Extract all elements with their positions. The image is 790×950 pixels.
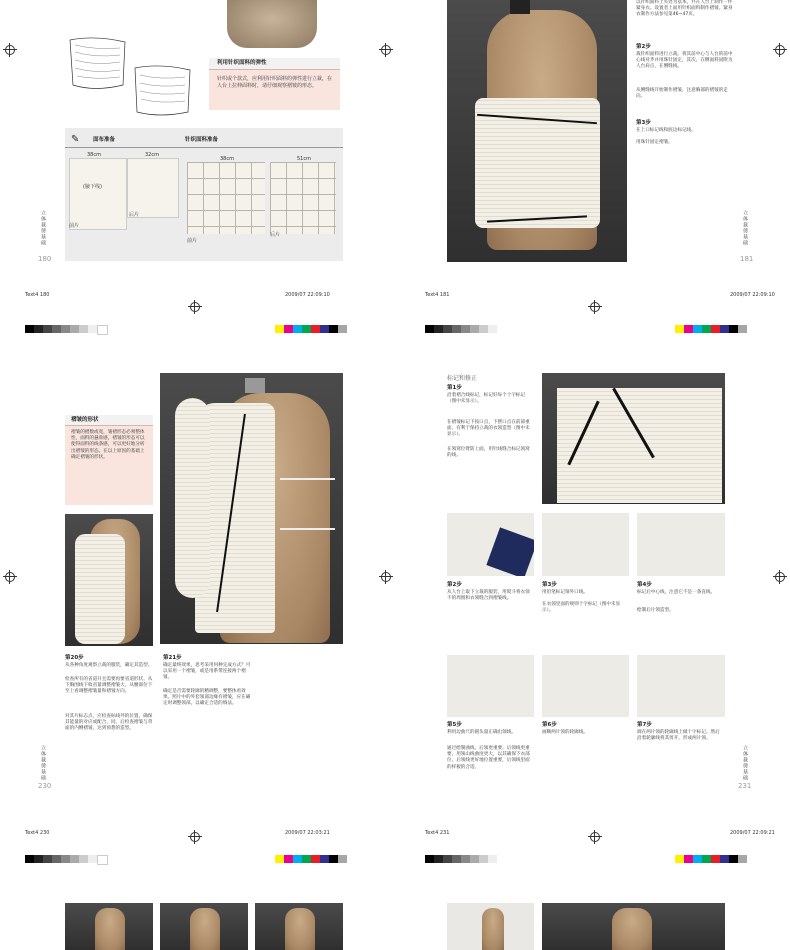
knit-tip-text: 针织或个款式，应利用针织面料的弹性进行立裁，在人台上拉伸面料时，请仔细观察褶皱的形态。 [217,76,333,89]
step-heading: 第1步 [447,385,462,391]
page-number: 230 [38,782,52,790]
step-heading: 第6步 [542,722,557,728]
gray-swatches [425,325,497,333]
page-number: 181 [740,255,754,263]
step-text: 标记后中心线，注意它不是一条直线。 [637,590,716,595]
step-text: 在衣领里面的规则十字标记（图中未显示）。 [542,602,621,614]
registration-mark [773,570,787,584]
photo-draped-bodice [447,0,627,262]
pencil-icon: ✎ [71,134,80,145]
sleeve-tip-box [65,415,153,505]
proof-date: 2009/07 22:09:10 [730,292,775,298]
step-heading: 第20步 [65,655,84,661]
note-label: 后片 [129,212,140,218]
dim-label: 32cm [145,152,159,158]
photo-step2 [447,513,534,576]
step-heading: 第3步 [542,582,557,588]
knit-back [270,162,336,234]
step-heading: 第3步 [636,120,651,126]
note-label: 前片 [69,223,80,229]
registration-mark [379,43,393,57]
step-heading: 第7步 [637,722,652,728]
side-tab: 立体裁剪基础 [40,210,46,246]
step-heading: 第4步 [637,582,652,588]
sleeve-tip-title: 褶皱的形状 [65,415,153,426]
color-swatches [275,325,347,333]
dim-label: 38cm [87,152,101,158]
dim-label: 38cm [220,156,234,162]
muslin-front [69,158,127,230]
gray-swatches [425,855,497,863]
photo-bottom-2 [160,903,248,950]
photo-bottom-1 [65,903,153,950]
step-text: 从各种角度观察立裁的服装，确定其造型。 [65,663,153,668]
step-text: 画顺两片领的轮廓线。 [542,730,588,735]
step-text: 从人台上取下立裁的服装，用熨斗将衣领不的周围和衣领缝合到褶皱线。 [447,590,530,602]
photo-model-knit-dress [207,0,343,50]
step-text: 在上口标记线和底边标记线。 [636,128,696,133]
step-text: 确定是否需要轮廓的精调整，要整体看效果。照片中的外套领部边缘有褶皱，应在确定时调整领部，以确定合适的绱法。 [163,689,251,707]
step-text: 通过绘制曲线，后领更重要。后领线更重要，用领山线曲度更大，以其确保下衣部位，后领线更好地位置重要，后领线里面的样板的合适。 [447,746,530,770]
note-label: (腋下线) [83,184,102,190]
proof-code: Text4 231 [425,830,450,836]
step-text: 检查所有的省道开且需要再要省道形状。从下胸围线下收省量调整褶皱大，从腰部位下至上看调整褶皱量和褶皱方向。 [65,677,153,695]
photo-jacket-front [160,373,343,644]
proof-code: Text4 181 [425,292,450,298]
gray-swatches [25,325,108,333]
side-tab: 立体裁剪基础 [742,745,748,781]
color-swatches [675,855,747,863]
step-text: 用铅笔标记领外口线。 [542,590,588,595]
proof-date: 2009/07 22:09:10 [285,292,330,298]
dim-label: 51cm [297,156,311,162]
registration-mark [588,300,602,314]
color-swatches [675,325,747,333]
step-text: 对其片标志点，应检查标线外的位置，确保其能量的对应或配合，同，后检查褶皱与背面的内侧褶皱，达到预想的造型。 [65,714,153,732]
registration-mark [188,300,202,314]
step-text: 从侧缝线开始制作褶皱，注意胸部的褶皱的走向。 [636,88,728,100]
photo-step6 [542,655,629,717]
photo-bottom-4 [447,903,534,950]
knit-tip-box [209,58,340,110]
registration-mark [588,830,602,844]
registration-mark [379,570,393,584]
step-text: 沿着褶合线标记，标记好每个十字标记（图中未显示）。 [447,393,526,405]
proof-code: Text4 230 [25,830,50,836]
step-heading: 第2步 [447,582,462,588]
step-text: 在领窝位臂防上面，用针线缝合标记领窝的线。 [447,447,530,459]
fabric-prep-panel [65,128,343,261]
step-text: 在褶皱标记下按口点，下摆口点在前部重面，有利于保持立裁的衣领造型（图中未显示）。 [447,420,530,438]
step-heading: 第2步 [636,44,651,50]
prep-label: 面布准备 [93,137,116,143]
registration-mark [188,830,202,844]
step-text: 裁针织面料进行立裁。将其前中心与人台的前中心线对齐并用珠针固定，其次，在侧面料固附为人台肩点，在侧缝线。 [636,52,733,70]
proof-date: 2009/07 22:09:21 [730,830,775,836]
step-heading: 第21步 [163,655,182,661]
color-swatches [275,855,347,863]
fabric-label: 针织面料准备 [185,137,219,143]
photo-step3 [542,513,629,576]
step-text: 绘制后片领造型。 [637,608,674,613]
muslin-back [127,158,179,218]
proof-date: 2009/07 22:03:21 [285,830,330,836]
proof-code: Text4 180 [25,292,50,298]
registration-mark [773,43,787,57]
photo-step4 [637,513,725,576]
page-number: 180 [38,255,52,263]
photo-collar-marking [542,373,725,504]
section-title: 标记和修正 [447,375,478,382]
step-text: 以针织面料上夹处为基本，共在人台上制作一件紧身衣。设置者上面用针织面料制作褶皱。紧身衣制作方法参见第46~47页。 [636,0,733,18]
knit-tip-title: 利用针织面料的弹性 [209,58,340,70]
gray-swatches [25,855,108,863]
photo-bottom-5 [542,903,725,950]
step-text: 用珠针固定褶皱。 [636,140,673,145]
illustration-strapless-top [65,30,195,120]
note-label: 后片 [270,232,281,238]
page-number: 231 [738,782,752,790]
registration-mark [3,43,17,57]
step-text: 确定最终效果，思考采用何种完成方式？可以采用一个褶皱，或是用系带连接两个褶皱。 [163,663,251,681]
note-label: 前片 [187,238,198,244]
step-text: 调在两片领的轮廓线上做十字标记。然后沿着轮廓线将其剪开，形成两片领。 [637,730,720,742]
photo-step5 [447,655,534,717]
photo-step7 [637,655,725,717]
step-heading: 第5步 [447,722,462,728]
step-text: 利用边曲尺的圆头量正确出领线。 [447,730,516,735]
side-tab: 立体裁剪基础 [40,745,46,781]
registration-mark [3,570,17,584]
photo-bottom-3 [255,903,343,950]
photo-jacket-side [65,514,153,646]
side-tab: 立体裁剪基础 [742,210,748,246]
knit-front [187,162,265,234]
sleeve-tip-text: 褶皱的褶数或宽，皱褶形态必须整体性，面料的悬垂感，褶皱的形态可以使得面料的线条感，可以更好地分析出褶皱的形态。在以上原因的基础上确定褶皱的形状。 [71,430,145,460]
